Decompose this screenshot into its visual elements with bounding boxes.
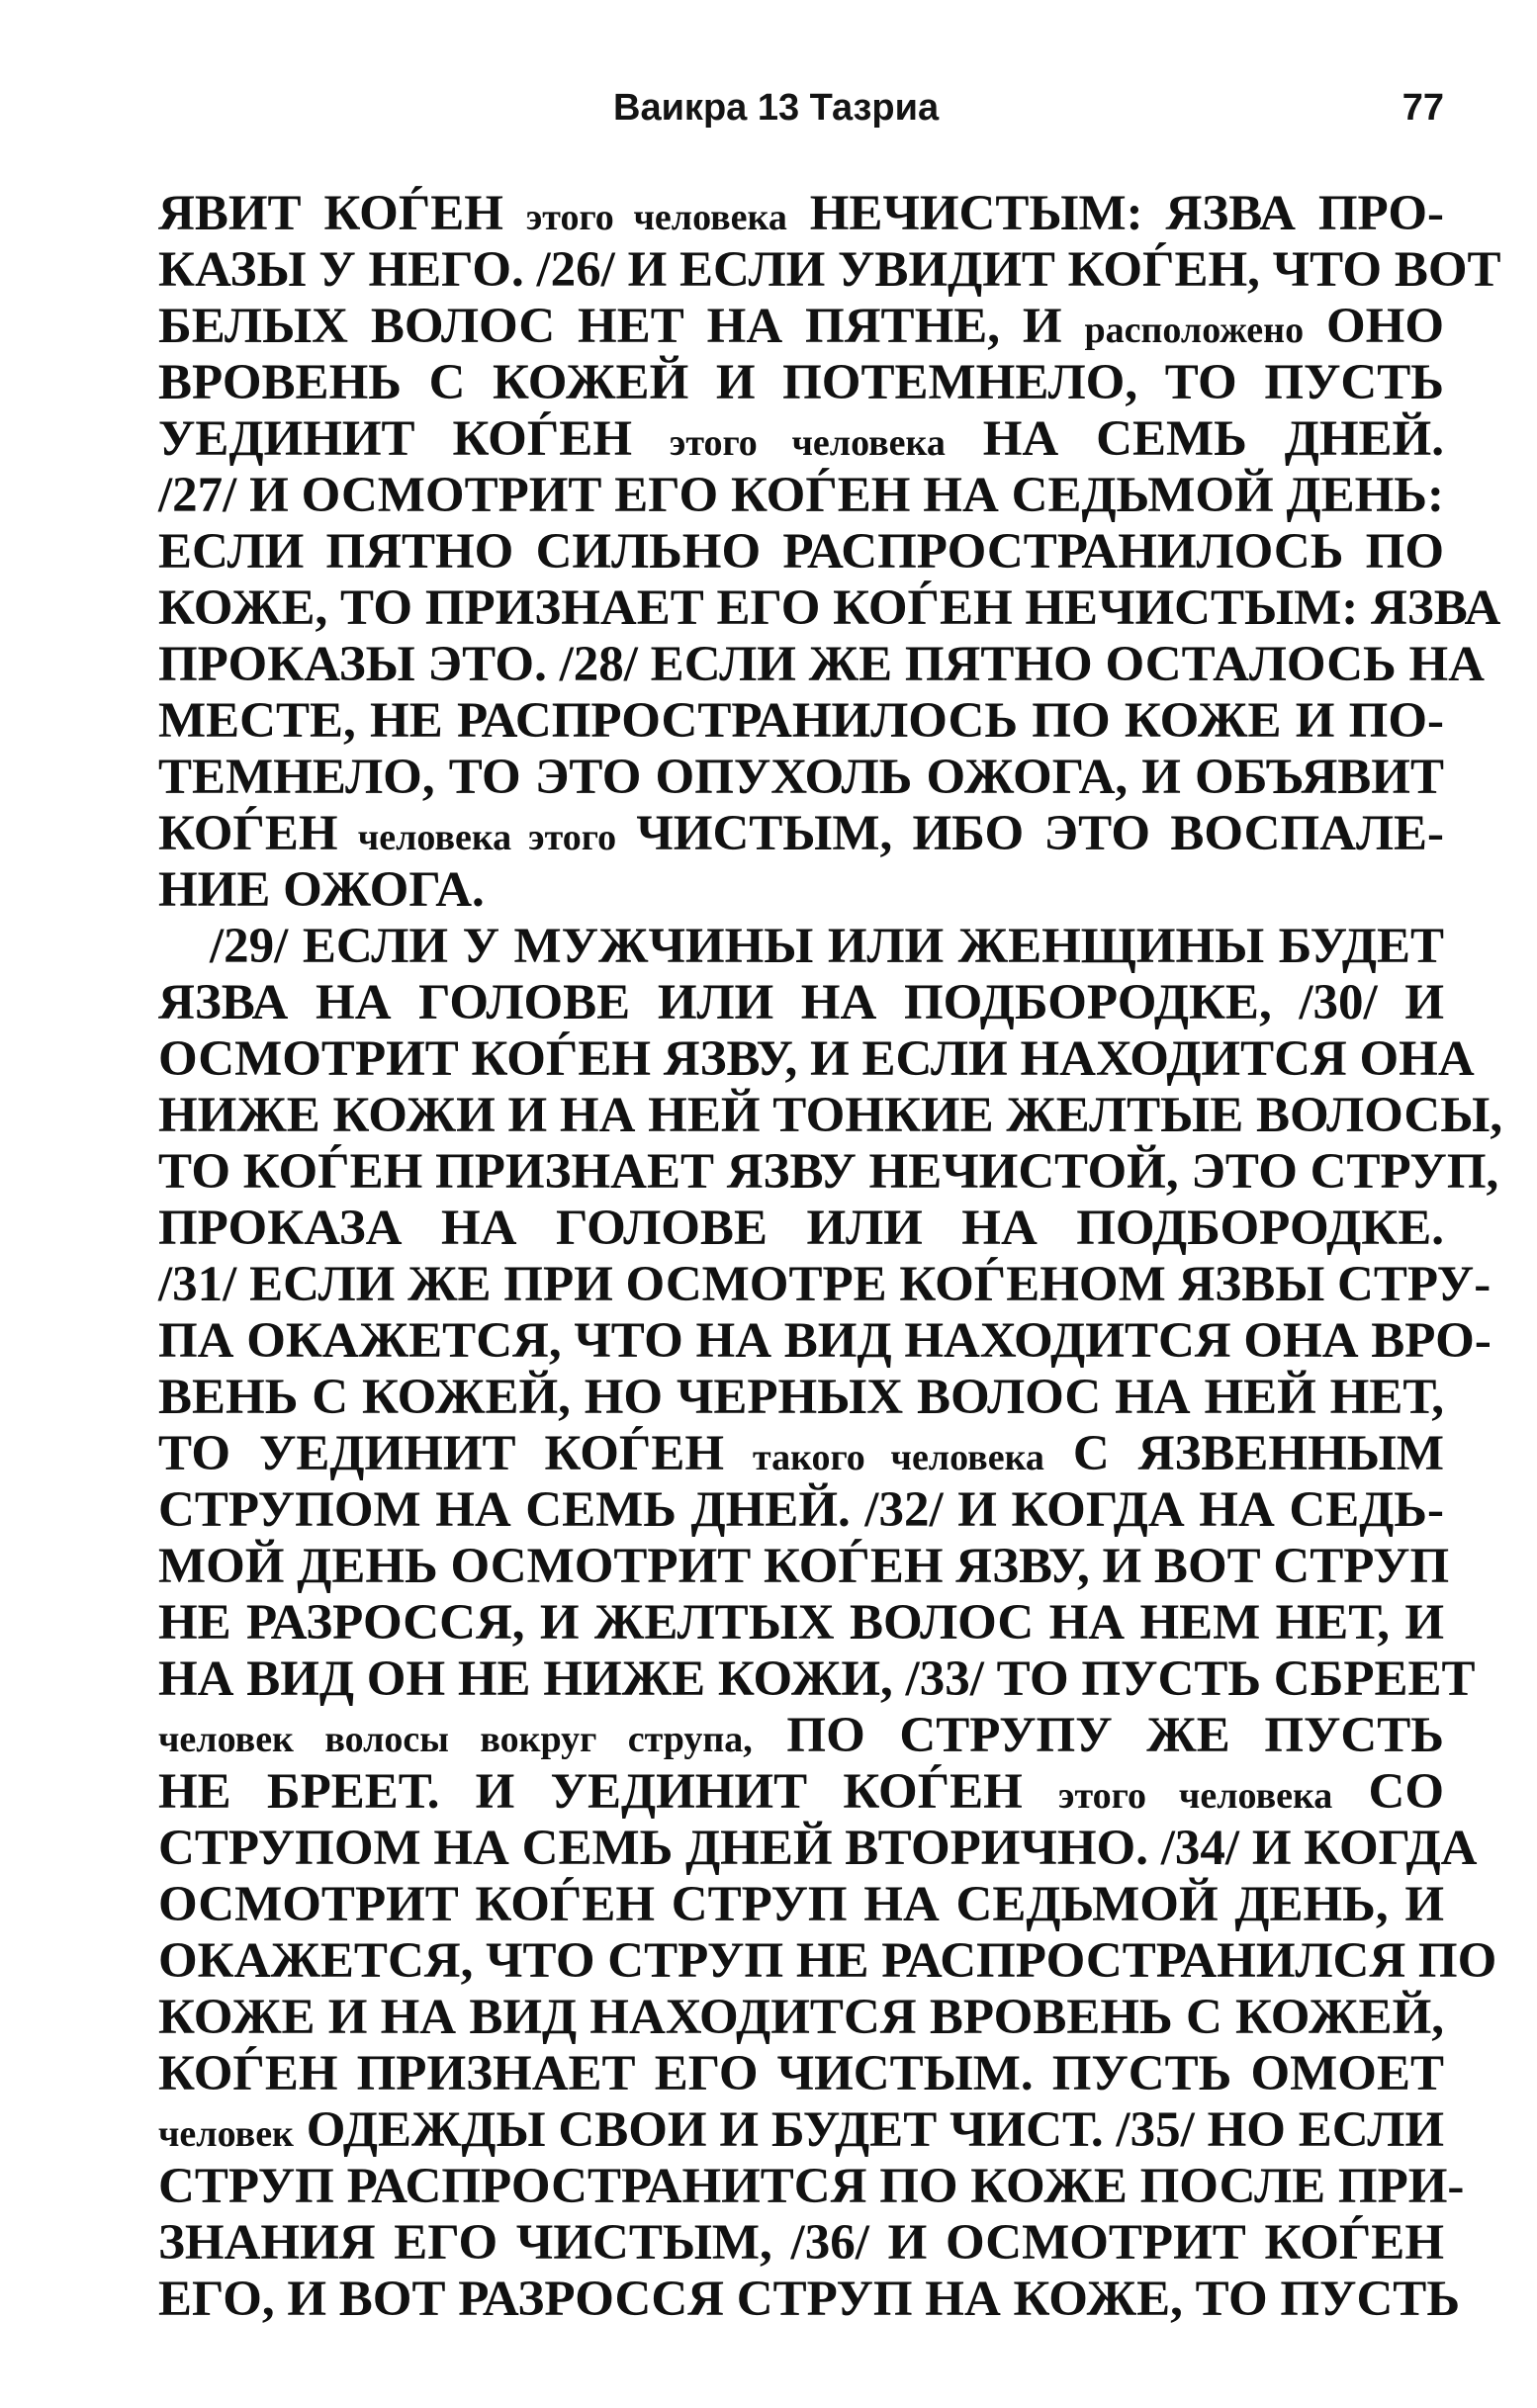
- small-insert-text: человек: [158, 2113, 294, 2155]
- text-segment: ЗНАНИЯ ЕГО ЧИСТЫМ, /36/ И ОСМОТРИТ КОЃЕН: [158, 2215, 1444, 2271]
- text-line: [158, 299, 1444, 355]
- text-segment: ПО СТРУПУ ЖЕ ПУСТЬ: [752, 1708, 1445, 1763]
- small-insert-text: этого человека: [525, 197, 787, 238]
- text-line: [158, 2215, 1444, 2272]
- text-line: [158, 637, 1485, 693]
- text-segment: КОЖЕ, ТО ПРИЗНАЕТ ЕГО КОЃЕН НЕЧИСТЫМ: ЯЗВА: [158, 580, 1501, 636]
- text-segment: УЕДИНИТ КОЃЕН: [158, 411, 670, 467]
- text-line: [158, 355, 1444, 411]
- text-line: [158, 1201, 1444, 1257]
- page-number: 77: [1401, 87, 1444, 129]
- text-line: [158, 1764, 1444, 1821]
- text-line: [158, 2046, 1444, 2102]
- text-line: [158, 1313, 1492, 1370]
- text-line: [158, 975, 1444, 1031]
- text-segment: ОКАЖЕТСЯ, ЧТО СТРУП НЕ РАСПРОСТРАНИЛСЯ ПО: [158, 1933, 1497, 1989]
- text-segment: МОЙ ДЕНЬ ОСМОТРИТ КОЃЕН ЯЗВУ, И ВОТ СТРУП: [158, 1539, 1450, 1594]
- text-line: [158, 1144, 1499, 1201]
- text-segment: /29/ ЕСЛИ У МУЖЧИНЫ ИЛИ ЖЕНЩИНЫ БУДЕТ: [210, 919, 1444, 974]
- running-header: [158, 87, 1444, 146]
- text-segment: МЕСТЕ, НЕ РАСПРОСТРАНИЛОСЬ ПО КОЖЕ И ПО-: [158, 693, 1444, 749]
- scripture-text-block: [158, 186, 1503, 2328]
- text-segment: НА ВИД ОН НЕ НИЖЕ КОЖИ, /33/ ТО ПУСТЬ СБРЕЕТ: [158, 1651, 1476, 1707]
- text-segment: ПРОКАЗЫ ЭТО. /28/ ЕСЛИ ЖЕ ПЯТНО ОСТАЛОСЬ НА: [158, 637, 1485, 692]
- text-segment: ЧИСТЫМ, ИБО ЭТО ВОСПАЛЕ-: [616, 806, 1444, 861]
- small-insert-text: человека этого: [357, 817, 617, 858]
- text-line: [158, 806, 1444, 862]
- text-segment: БЕЛЫХ ВОЛОС НЕТ НА ПЯТНЕ, И: [158, 299, 1085, 354]
- text-line: [158, 2102, 1444, 2159]
- text-segment: ПРОКАЗА НА ГОЛОВЕ ИЛИ НА ПОДБОРОДКЕ.: [158, 1201, 1444, 1256]
- text-line: [158, 693, 1444, 750]
- text-line: [158, 919, 1444, 975]
- small-insert-text: этого человека: [669, 422, 946, 464]
- text-segment: ЯЗВА НА ГОЛОВЕ ИЛИ НА ПОДБОРОДКЕ, /30/ И: [158, 975, 1444, 1030]
- text-segment: ПА ОКАЖЕТСЯ, ЧТО НА ВИД НАХОДИТСЯ ОНА ВРО-: [158, 1313, 1492, 1369]
- text-line: [158, 1088, 1503, 1144]
- text-segment: ТО КОЃЕН ПРИЗНАЕТ ЯЗВУ НЕЧИСТОЙ, ЭТО СТРУП,: [158, 1144, 1499, 1200]
- text-line: [158, 862, 1444, 919]
- text-segment: ОНО: [1304, 299, 1444, 354]
- small-insert-text: такого человека: [752, 1437, 1044, 1478]
- text-segment: НИЕ ОЖОГА.: [158, 862, 485, 918]
- text-line: [158, 1821, 1478, 1877]
- text-segment: НА СЕМЬ ДНЕЙ.: [945, 411, 1444, 467]
- text-segment: ЯВИТ КОЃЕН: [158, 186, 526, 241]
- text-line: [158, 186, 1444, 242]
- text-line: [158, 524, 1444, 580]
- text-segment: /31/ ЕСЛИ ЖЕ ПРИ ОСМОТРЕ КОЃЕНОМ ЯЗВЫ СТРУ-: [158, 1257, 1492, 1312]
- text-segment: ОСМОТРИТ КОЃЕН СТРУП НА СЕДЬМОЙ ДЕНЬ, И: [158, 1877, 1444, 1932]
- text-line: [158, 1933, 1497, 1990]
- text-segment: ОДЕЖДЫ СВОИ И БУДЕТ ЧИСТ. /35/ НО ЕСЛИ: [293, 2102, 1444, 2158]
- text-line: [158, 1257, 1492, 1313]
- text-segment: ВЕНЬ С КОЖЕЙ, НО ЧЕРНЫХ ВОЛОС НА НЕЙ НЕТ,: [158, 1370, 1444, 1425]
- text-line: [158, 1877, 1444, 1933]
- text-segment: СО: [1332, 1764, 1444, 1820]
- text-segment: НЕЧИСТЫМ: ЯЗВА ПРО-: [786, 186, 1444, 241]
- running-header-title: Ваикра 13 Тазриа: [613, 87, 940, 129]
- text-segment: КАЗЫ У НЕГО. /26/ И ЕСЛИ УВИДИТ КОЃЕН, ЧТО ВОТ: [158, 242, 1501, 298]
- text-segment: ТЕМНЕЛО, ТО ЭТО ОПУХОЛЬ ОЖОГА, И ОБЪЯВИТ: [158, 750, 1444, 805]
- text-segment: С ЯЗВЕННЫМ: [1043, 1426, 1444, 1481]
- text-segment: СТРУП РАСПРОСТРАНИТСЯ ПО КОЖЕ ПОСЛЕ ПРИ-: [158, 2159, 1465, 2214]
- text-segment: НИЖЕ КОЖИ И НА НЕЙ ТОНКИЕ ЖЕЛТЫЕ ВОЛОСЫ,: [158, 1088, 1503, 1143]
- text-line: [158, 1990, 1444, 2046]
- text-segment: КОЖЕ И НА ВИД НАХОДИТСЯ ВРОВЕНЬ С КОЖЕЙ,: [158, 1990, 1444, 2045]
- text-line: [158, 1539, 1450, 1595]
- text-line: [158, 2272, 1461, 2328]
- text-line: [158, 242, 1501, 299]
- text-line: [158, 411, 1444, 468]
- text-line: [158, 750, 1444, 806]
- text-line: [158, 2159, 1465, 2215]
- text-line: [158, 1482, 1444, 1539]
- text-segment: ОСМОТРИТ КОЃЕН ЯЗВУ, И ЕСЛИ НАХОДИТСЯ ОНА: [158, 1031, 1475, 1087]
- text-line: [158, 1595, 1444, 1651]
- text-segment: КОЃЕН: [158, 806, 358, 861]
- text-line: [158, 1426, 1444, 1482]
- small-insert-text: этого человека: [1058, 1775, 1333, 1817]
- text-segment: СТРУПОМ НА СЕМЬ ДНЕЙ ВТОРИЧНО. /34/ И КОГДА: [158, 1821, 1478, 1876]
- text-line: [158, 1370, 1444, 1426]
- text-line: [158, 1651, 1476, 1708]
- text-line: [158, 580, 1501, 637]
- text-segment: СТРУПОМ НА СЕМЬ ДНЕЙ. /32/ И КОГДА НА СЕДЬ-: [158, 1482, 1444, 1538]
- text-line: [158, 1708, 1444, 1764]
- text-segment: НЕ БРЕЕТ. И УЕДИНИТ КОЃЕН: [158, 1764, 1059, 1820]
- text-segment: ВРОВЕНЬ С КОЖЕЙ И ПОТЕМНЕЛО, ТО ПУСТЬ: [158, 355, 1444, 410]
- text-segment: ЕГО, И ВОТ РАЗРОССЯ СТРУП НА КОЖЕ, ТО ПУСТЬ: [158, 2272, 1461, 2327]
- small-insert-text: расположено: [1084, 310, 1305, 351]
- small-insert-text: человек волосы вокруг струпа,: [158, 1719, 753, 1760]
- text-segment: КОЃЕН ПРИЗНАЕТ ЕГО ЧИСТЫМ. ПУСТЬ ОМОЕТ: [158, 2046, 1444, 2101]
- text-segment: ЕСЛИ ПЯТНО СИЛЬНО РАСПРОСТРАНИЛОСЬ ПО: [158, 524, 1444, 580]
- text-line: [158, 1031, 1475, 1088]
- text-segment: НЕ РАЗРОССЯ, И ЖЕЛТЫХ ВОЛОС НА НЕМ НЕТ, И: [158, 1595, 1444, 1650]
- text-segment: /27/ И ОСМОТРИТ ЕГО КОЃЕН НА СЕДЬМОЙ ДЕНЬ:: [158, 468, 1444, 523]
- text-segment: ТО УЕДИНИТ КОЃЕН: [158, 1426, 753, 1481]
- text-line: [158, 468, 1444, 524]
